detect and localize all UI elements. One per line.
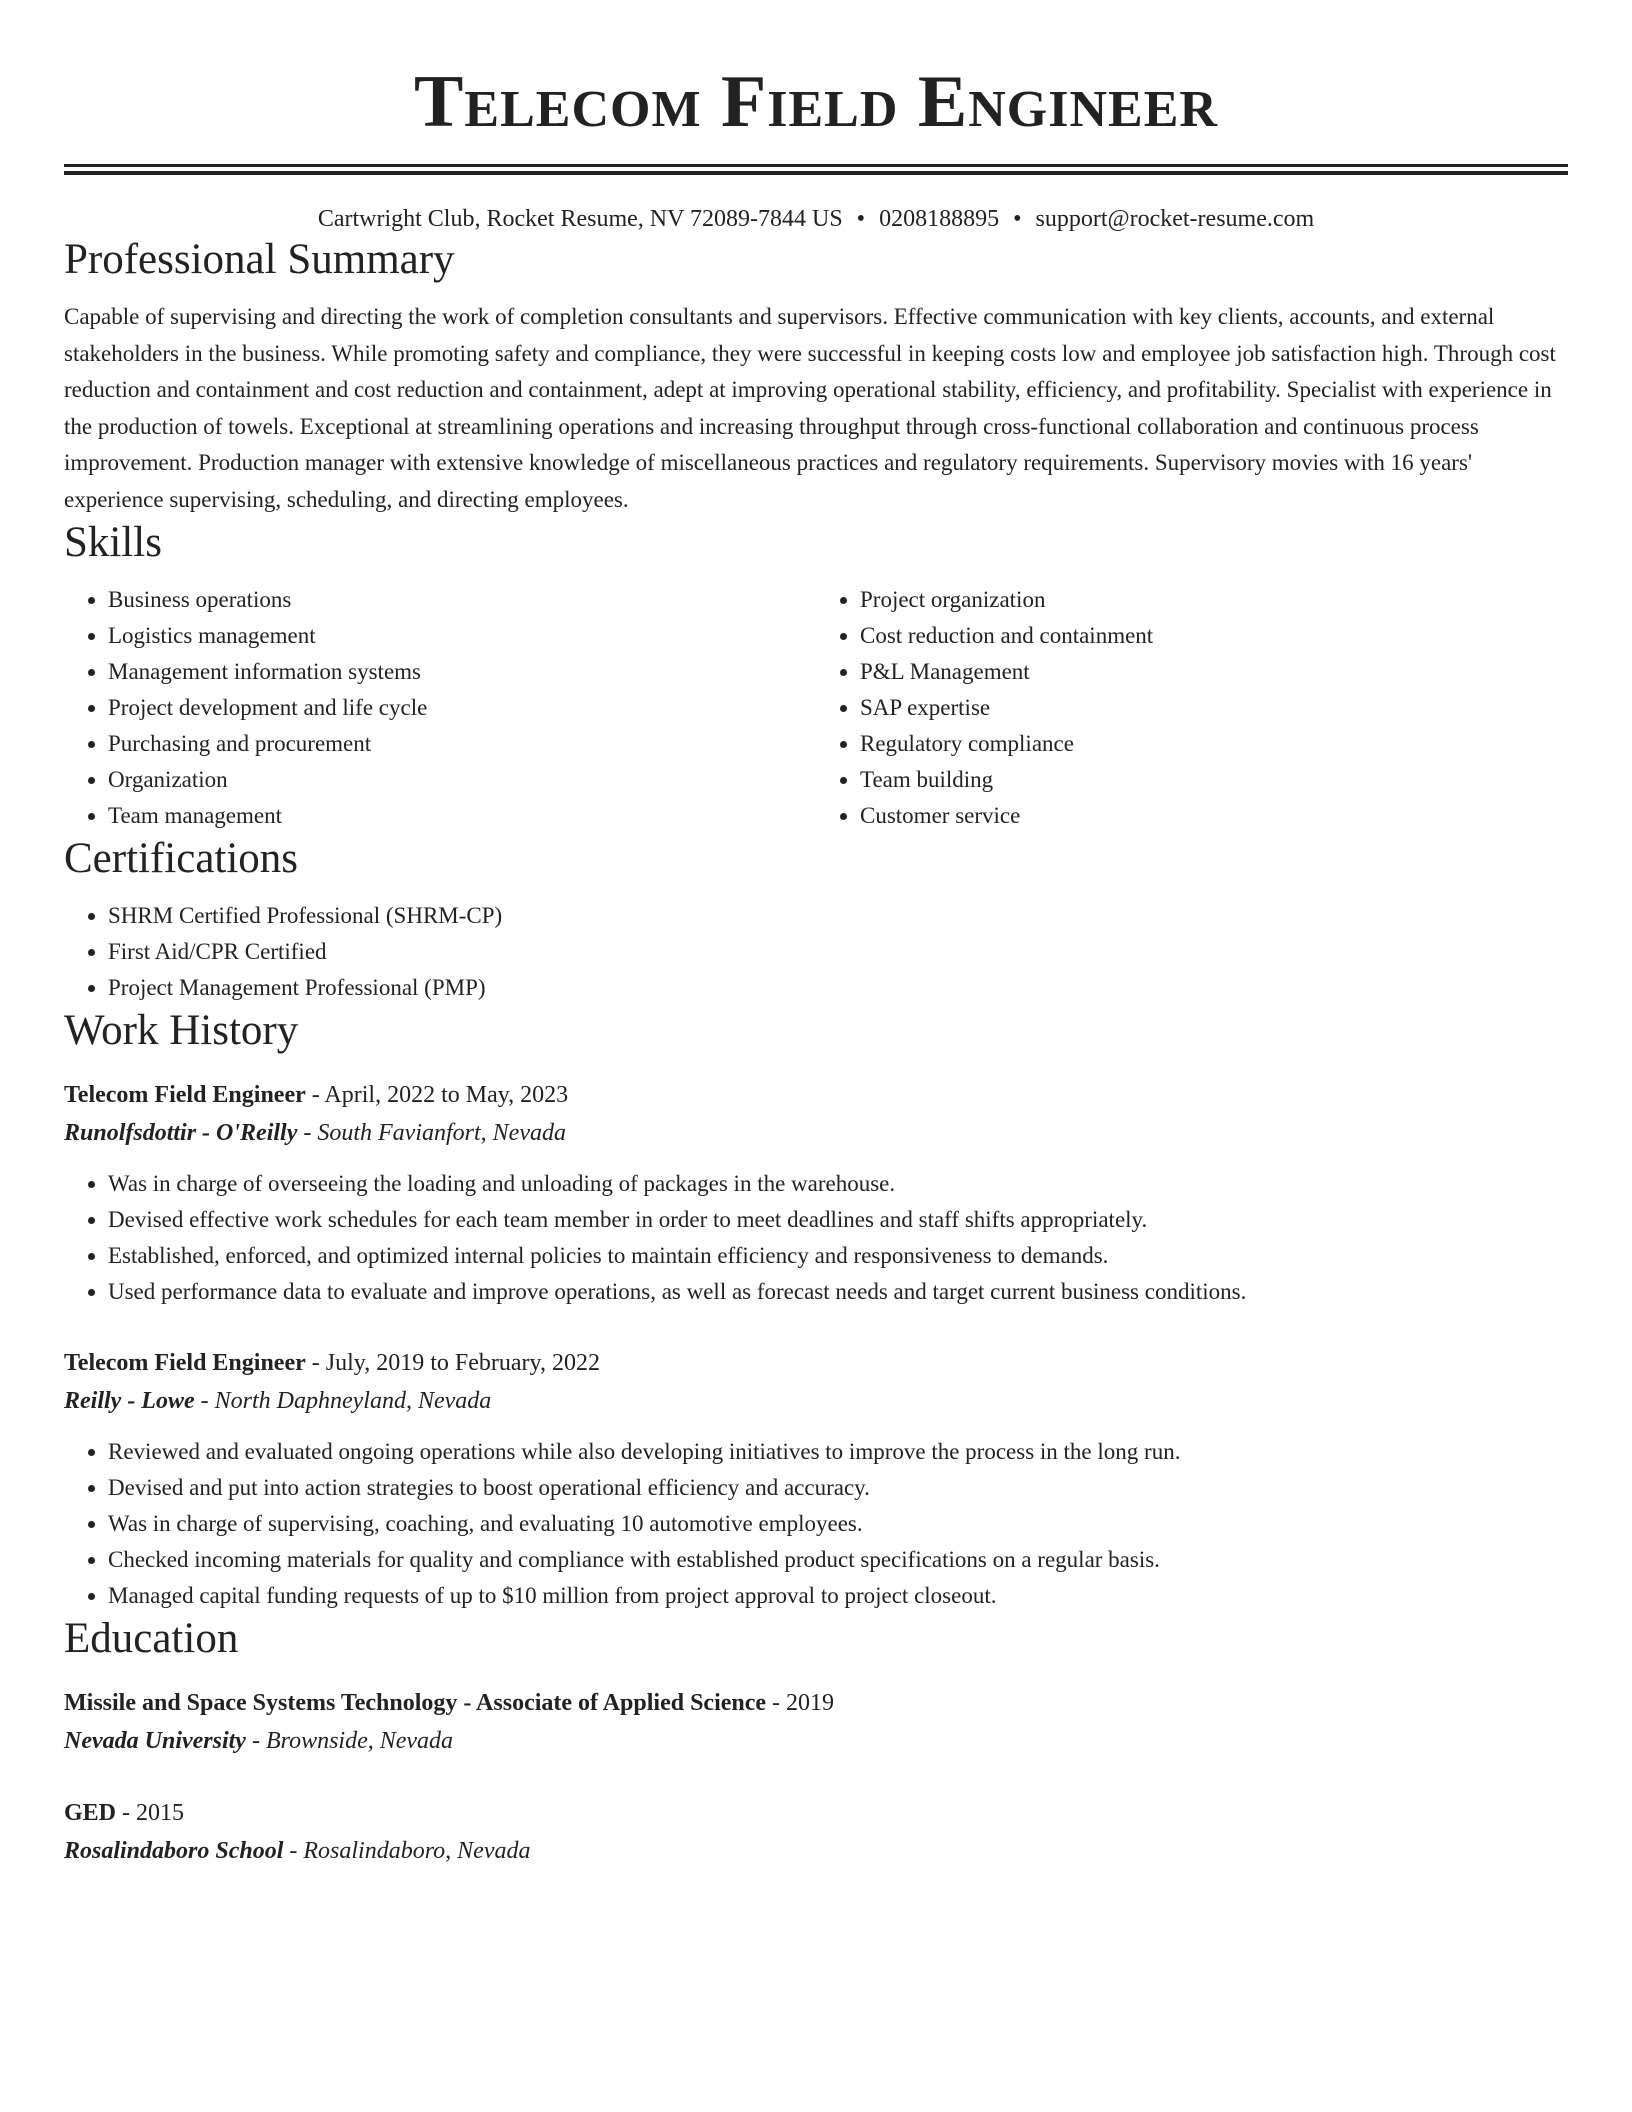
education-location: - Rosalindaboro, Nevada: [283, 1838, 531, 1864]
skills-list-left: [64, 582, 816, 834]
education-school-line: [64, 1722, 1568, 1760]
skill-item: • Team building: [860, 762, 1568, 798]
job-duty: • Used performance data to evaluate and improve operations, as well as forecast needs and target current business conditions.: [108, 1274, 1568, 1310]
work-history-heading: Work History: [64, 1007, 299, 1054]
job-location: - South Favianfort, Nevada: [297, 1120, 566, 1146]
education-year: - 2015: [116, 1800, 185, 1826]
job-location: - North Daphneyland, Nevada: [194, 1388, 492, 1414]
job-company-line: [64, 1382, 1568, 1420]
contact-separator: •: [1013, 206, 1022, 232]
summary-text: Capable of supervising and directing the work of completion consultants and supervisors. Effective communication with key clients, accounts, and external stakeholders in the business. While promoting safety and compliance, they were successful in keeping costs low and employee job satisfaction high. Through cost reduction and containment and cost reduction and containment, adept at improving operational stability, efficiency, and profitability. Specialist with experience in the production of towels. Exceptional at streamlining operations and increasing throughput through cross-functional collaboration and continuous process improvement. Production manager with extensive knowledge of miscellaneous practices and regulatory requirements. Supervisory movies with 16 years' experience supervising, scheduling, and directing employees.: [64, 304, 1556, 512]
job-duty: • Reviewed and evaluated ongoing operations while also developing initiatives to improve the process in the long run.: [108, 1434, 1568, 1470]
certification-item: • SHRM Certified Professional (SHRM-CP): [108, 898, 1568, 934]
job-duty: • Managed capital funding requests of up to $10 million from project approval to project closeout.: [108, 1578, 1568, 1614]
education-school: Nevada University: [64, 1728, 246, 1754]
education-location: - Brownside, Nevada: [245, 1728, 454, 1754]
skill-item: • Logistics management: [108, 618, 816, 654]
job-dates: - April, 2022 to May, 2023: [305, 1082, 569, 1108]
job-duty: • Was in charge of overseeing the loading and unloading of packages in the warehouse.: [108, 1166, 1568, 1202]
job-duty: • Checked incoming materials for quality and compliance with established product specifications on a regular basis.: [108, 1542, 1568, 1578]
job-duties-list: [64, 1434, 1568, 1614]
education-school-line: [64, 1832, 1568, 1870]
education-entry: [64, 1684, 1568, 1760]
education-entry: [64, 1794, 1568, 1870]
job-company-line: [64, 1114, 1568, 1152]
job-duties-list: [64, 1166, 1568, 1310]
education-heading: Education: [64, 1615, 239, 1662]
resume-title: Telecom Field Engineer: [414, 61, 1218, 143]
skill-item: • Cost reduction and containment: [860, 618, 1568, 654]
certifications-heading: Certifications: [64, 835, 299, 882]
job-title: Telecom Field Engineer: [64, 1082, 306, 1108]
skill-item: • Customer service: [860, 798, 1568, 834]
job-company: Runolfsdottir - O'Reilly: [64, 1120, 298, 1146]
contact-separator: •: [856, 206, 866, 232]
certification-item: • Project Management Professional (PMP): [108, 970, 1568, 1006]
job-duty: • Established, enforced, and optimized internal policies to maintain efficiency and responsiveness to demands.: [108, 1238, 1568, 1274]
job-duty: • Devised effective work schedules for each team member in order to meet deadlines and staff shifts appropriately.: [108, 1202, 1568, 1238]
contact-email: support@rocket-resume.com: [1035, 206, 1315, 232]
skill-item: • Project organization: [860, 582, 1568, 618]
skills-columns: [64, 582, 1568, 834]
certification-item: • First Aid/CPR Certified: [108, 934, 1568, 970]
contact-address: Cartwright Club, Rocket Resume, NV 72089-7844 US: [317, 206, 843, 232]
summary-heading: Professional Summary: [64, 236, 455, 283]
job-entry: [64, 1344, 1568, 1614]
education-degree: Missile and Space Systems Technology - Associate of Applied Science: [64, 1690, 767, 1716]
job-title-line: [64, 1076, 1568, 1114]
skill-item: • Purchasing and procurement: [108, 726, 816, 762]
skill-item: • Business operations: [108, 582, 816, 618]
skill-item: • P&L Management: [860, 654, 1568, 690]
certifications-list: [64, 898, 1568, 1006]
education-school: Rosalindaboro School: [64, 1838, 284, 1864]
skill-item: • Organization: [108, 762, 816, 798]
skill-item: • Project development and life cycle: [108, 690, 816, 726]
job-entry: [64, 1076, 1568, 1310]
job-duty: • Was in charge of supervising, coaching, and evaluating 10 automotive employees.: [108, 1506, 1568, 1542]
contact-phone: 0208188895: [879, 206, 1000, 232]
job-title-line: [64, 1344, 1568, 1382]
contact-line: [64, 203, 1568, 235]
education-degree: GED: [64, 1800, 117, 1826]
job-title: Telecom Field Engineer: [64, 1350, 306, 1376]
skills-heading: Skills: [64, 519, 162, 566]
skill-item: • Regulatory compliance: [860, 726, 1568, 762]
education-year: - 2019: [766, 1690, 835, 1716]
skill-item: • SAP expertise: [860, 690, 1568, 726]
education-degree-line: [64, 1684, 1568, 1722]
skill-item: • Management information systems: [108, 654, 816, 690]
resume-page: [64, 0, 1568, 1870]
job-dates: - July, 2019 to February, 2022: [305, 1350, 600, 1376]
title-divider: [64, 164, 1568, 167]
skill-item: • Team management: [108, 798, 816, 834]
job-company: Reilly - Lowe: [64, 1388, 195, 1414]
education-degree-line: [64, 1794, 1568, 1832]
skills-list-right: [816, 582, 1568, 834]
job-duty: • Devised and put into action strategies to boost operational efficiency and accuracy.: [108, 1470, 1568, 1506]
